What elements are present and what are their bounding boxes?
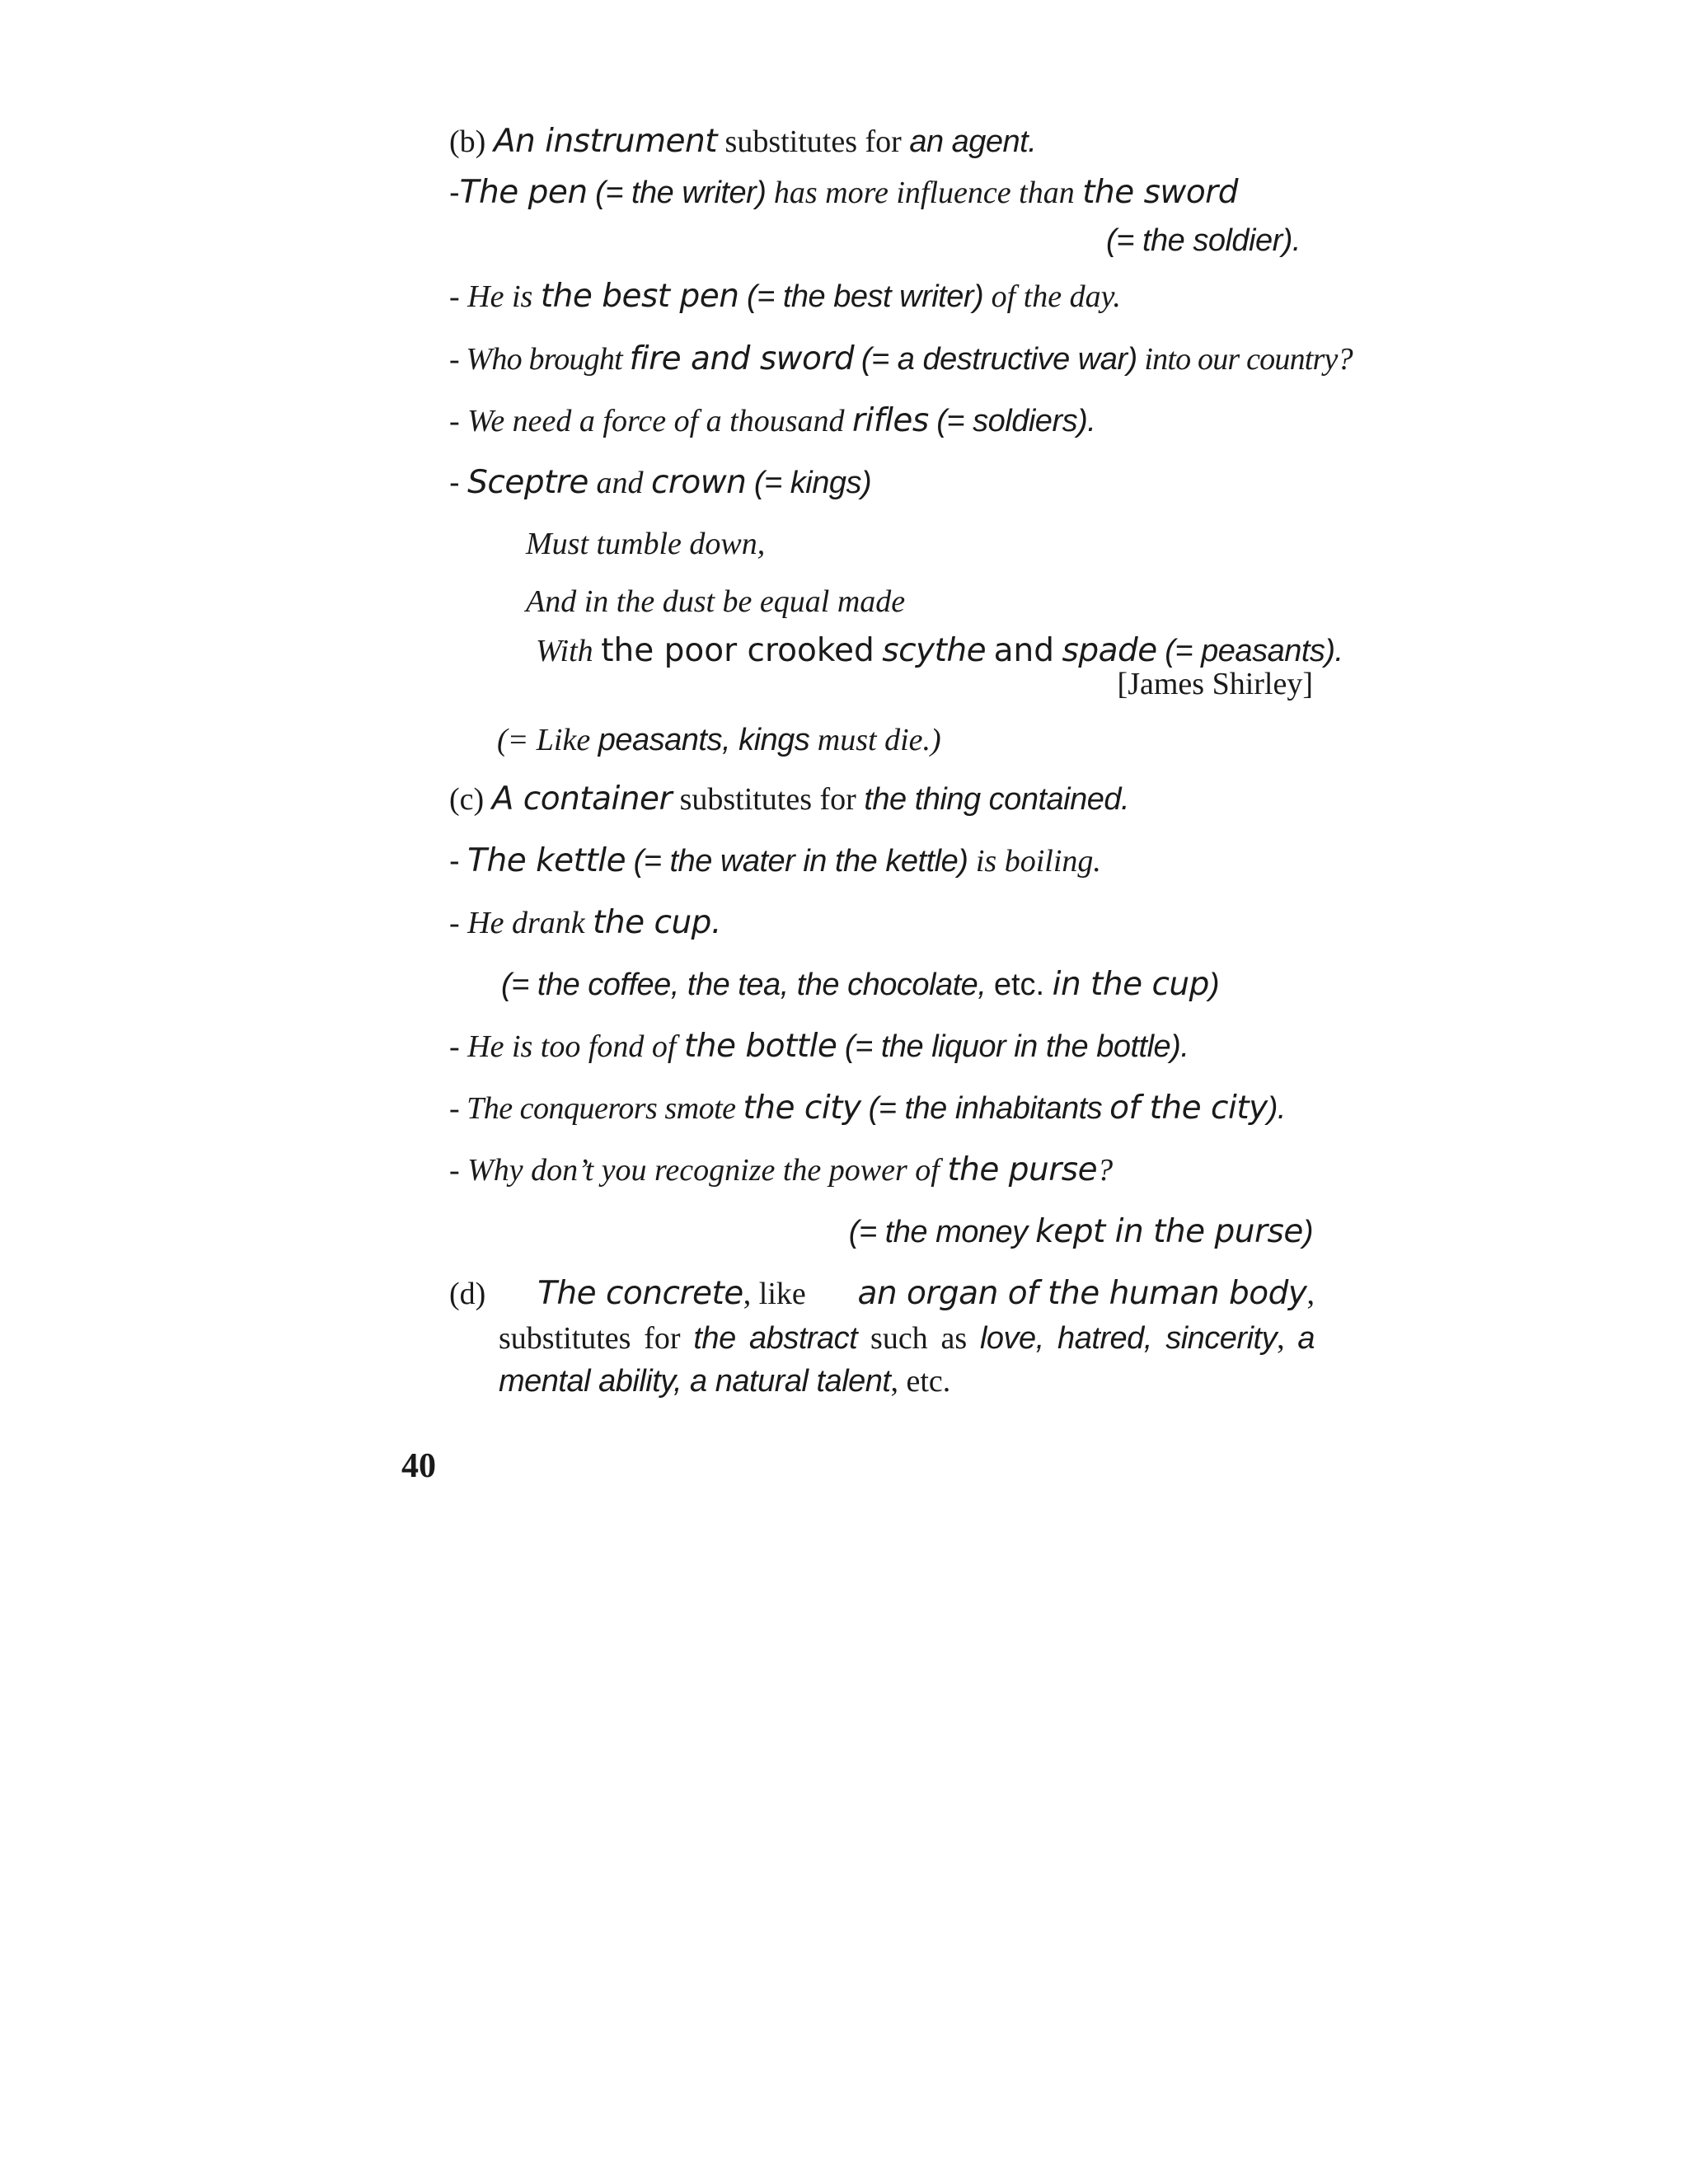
section-c-heading [449, 780, 1129, 819]
body-text: into our country? [1144, 342, 1353, 377]
example-fire-and-sword [449, 340, 1353, 379]
body-text: is boiling. [975, 844, 1101, 879]
example-cup [449, 903, 721, 943]
poem-note [497, 720, 941, 760]
example-purse [449, 1151, 1113, 1190]
dash: - [449, 176, 460, 210]
body-text: - He is too fond of [449, 1029, 677, 1064]
example-pen-gloss [1106, 221, 1301, 260]
highlight-phrase: the bottle [683, 1028, 837, 1065]
highlight-phrase: An instrument [493, 123, 718, 160]
example-city [449, 1089, 1286, 1128]
gloss-text: a mental ability, a natural talent [499, 1321, 1315, 1399]
highlight-phrase: the purse [947, 1151, 1098, 1188]
gloss-text: ) [1208, 968, 1220, 1002]
example-purse-gloss [849, 1212, 1313, 1252]
highlight-phrase: the city [743, 1090, 861, 1127]
gloss-text: (= the writer) [595, 176, 767, 210]
plain-phrase: the poor crooked [601, 632, 874, 669]
body-text: - Who brought [449, 342, 622, 377]
example-kettle [449, 841, 1101, 881]
highlight-phrase: the best pen [540, 278, 739, 315]
body-text: - He drank [449, 906, 585, 940]
gloss-text: (= the liquor in the bottle). [844, 1029, 1189, 1064]
body-text: - He is [449, 279, 533, 314]
section-label: (c) [449, 782, 485, 817]
body-text: etc. [993, 968, 1045, 1002]
body-text: has more influence than [773, 176, 1075, 210]
body-text: , [1277, 1321, 1298, 1356]
highlight-phrase: the cup. [593, 904, 721, 941]
example-best-pen [449, 277, 1121, 316]
body-text: , etc. [890, 1364, 951, 1399]
highlight-phrase: kept in the purse [1035, 1213, 1303, 1250]
gloss-text: (= a destructive war) [860, 342, 1137, 377]
example-bottle [449, 1027, 1189, 1066]
plain-phrase: and [993, 632, 1055, 669]
highlight-phrase: scythe [882, 632, 987, 669]
highlight-phrase: of the city [1109, 1090, 1268, 1127]
body-text: , [1306, 1277, 1315, 1311]
body-text: substitutes for [679, 782, 856, 817]
section-label: (d) [449, 1277, 486, 1311]
poem-author: [James Shirley] [1117, 667, 1313, 701]
gloss-text: (= the soldier). [1106, 223, 1301, 258]
dash: - [449, 844, 460, 879]
body-text: of the day. [991, 279, 1121, 314]
body-text: (= Like [497, 723, 591, 757]
gloss-text: (= the best writer) [746, 279, 984, 314]
example-pen [449, 173, 1238, 213]
body-text: ? [1097, 1153, 1114, 1188]
gloss-text: ). [1267, 1091, 1286, 1126]
dash: - [449, 466, 460, 500]
gloss-text: (= kings) [753, 466, 872, 500]
highlight-phrase: The concrete [537, 1275, 743, 1312]
body-text: substitutes for [499, 1321, 681, 1356]
gloss-text: love, hatred, sincerity [979, 1321, 1278, 1356]
highlight-phrase: in the cup [1052, 966, 1209, 1003]
body-text: such as [870, 1321, 968, 1356]
body-text: , like [743, 1277, 806, 1311]
example-rifles [449, 401, 1095, 441]
gloss-text: ) [1302, 1215, 1313, 1249]
highlight-phrase: spade [1062, 632, 1157, 669]
body-text: and [596, 466, 644, 500]
body-text: substitutes for [724, 124, 902, 159]
highlight-phrase: the sword [1082, 174, 1238, 211]
gloss-text: the thing contained. [864, 782, 1130, 817]
highlight-phrase: fire and sword [629, 340, 855, 377]
poem-line-2: And in the dust be equal made [526, 584, 906, 619]
poem-line-1: Must tumble down, [526, 527, 766, 561]
highlight-phrase: A container [491, 780, 673, 818]
gloss-text: (= the money [848, 1215, 1028, 1249]
gloss-text: (= the inhabitants [868, 1091, 1103, 1126]
highlight-phrase: The pen [459, 174, 588, 211]
gloss-text: (= peasants). [1165, 634, 1343, 668]
highlight-phrase: Sceptre [467, 464, 588, 501]
highlight-phrase: crown [650, 464, 747, 501]
gloss-text: peasants, kings [598, 723, 810, 757]
section-b-heading [449, 122, 1036, 162]
section-label: (b) [449, 124, 486, 159]
body-text: - The conquerors smote [449, 1091, 736, 1126]
page-number: 40 [401, 1447, 436, 1485]
body-text: With [536, 634, 593, 668]
gloss-text: the abstract [693, 1321, 858, 1356]
body-text: - We need a force of a thousand [449, 404, 845, 438]
section-d-body [499, 1317, 1315, 1403]
highlight-phrase: rifles [852, 402, 929, 439]
gloss-text: (= the water in the kettle) [633, 844, 968, 879]
highlight-phrase: The kettle [467, 842, 626, 879]
gloss-text: an agent. [909, 124, 1037, 159]
example-cup-gloss [501, 965, 1219, 1005]
body-text: - Why don’t you recognize the power of [449, 1153, 940, 1188]
gloss-text: (= soldiers). [936, 404, 1096, 438]
gloss-text: (= the coffee, the tea, the chocolate, [501, 968, 987, 1002]
body-text: must die.) [817, 723, 941, 757]
highlight-phrase: an organ of the human body [857, 1275, 1307, 1312]
example-sceptre [449, 463, 871, 503]
section-d-heading [449, 1274, 1315, 1314]
